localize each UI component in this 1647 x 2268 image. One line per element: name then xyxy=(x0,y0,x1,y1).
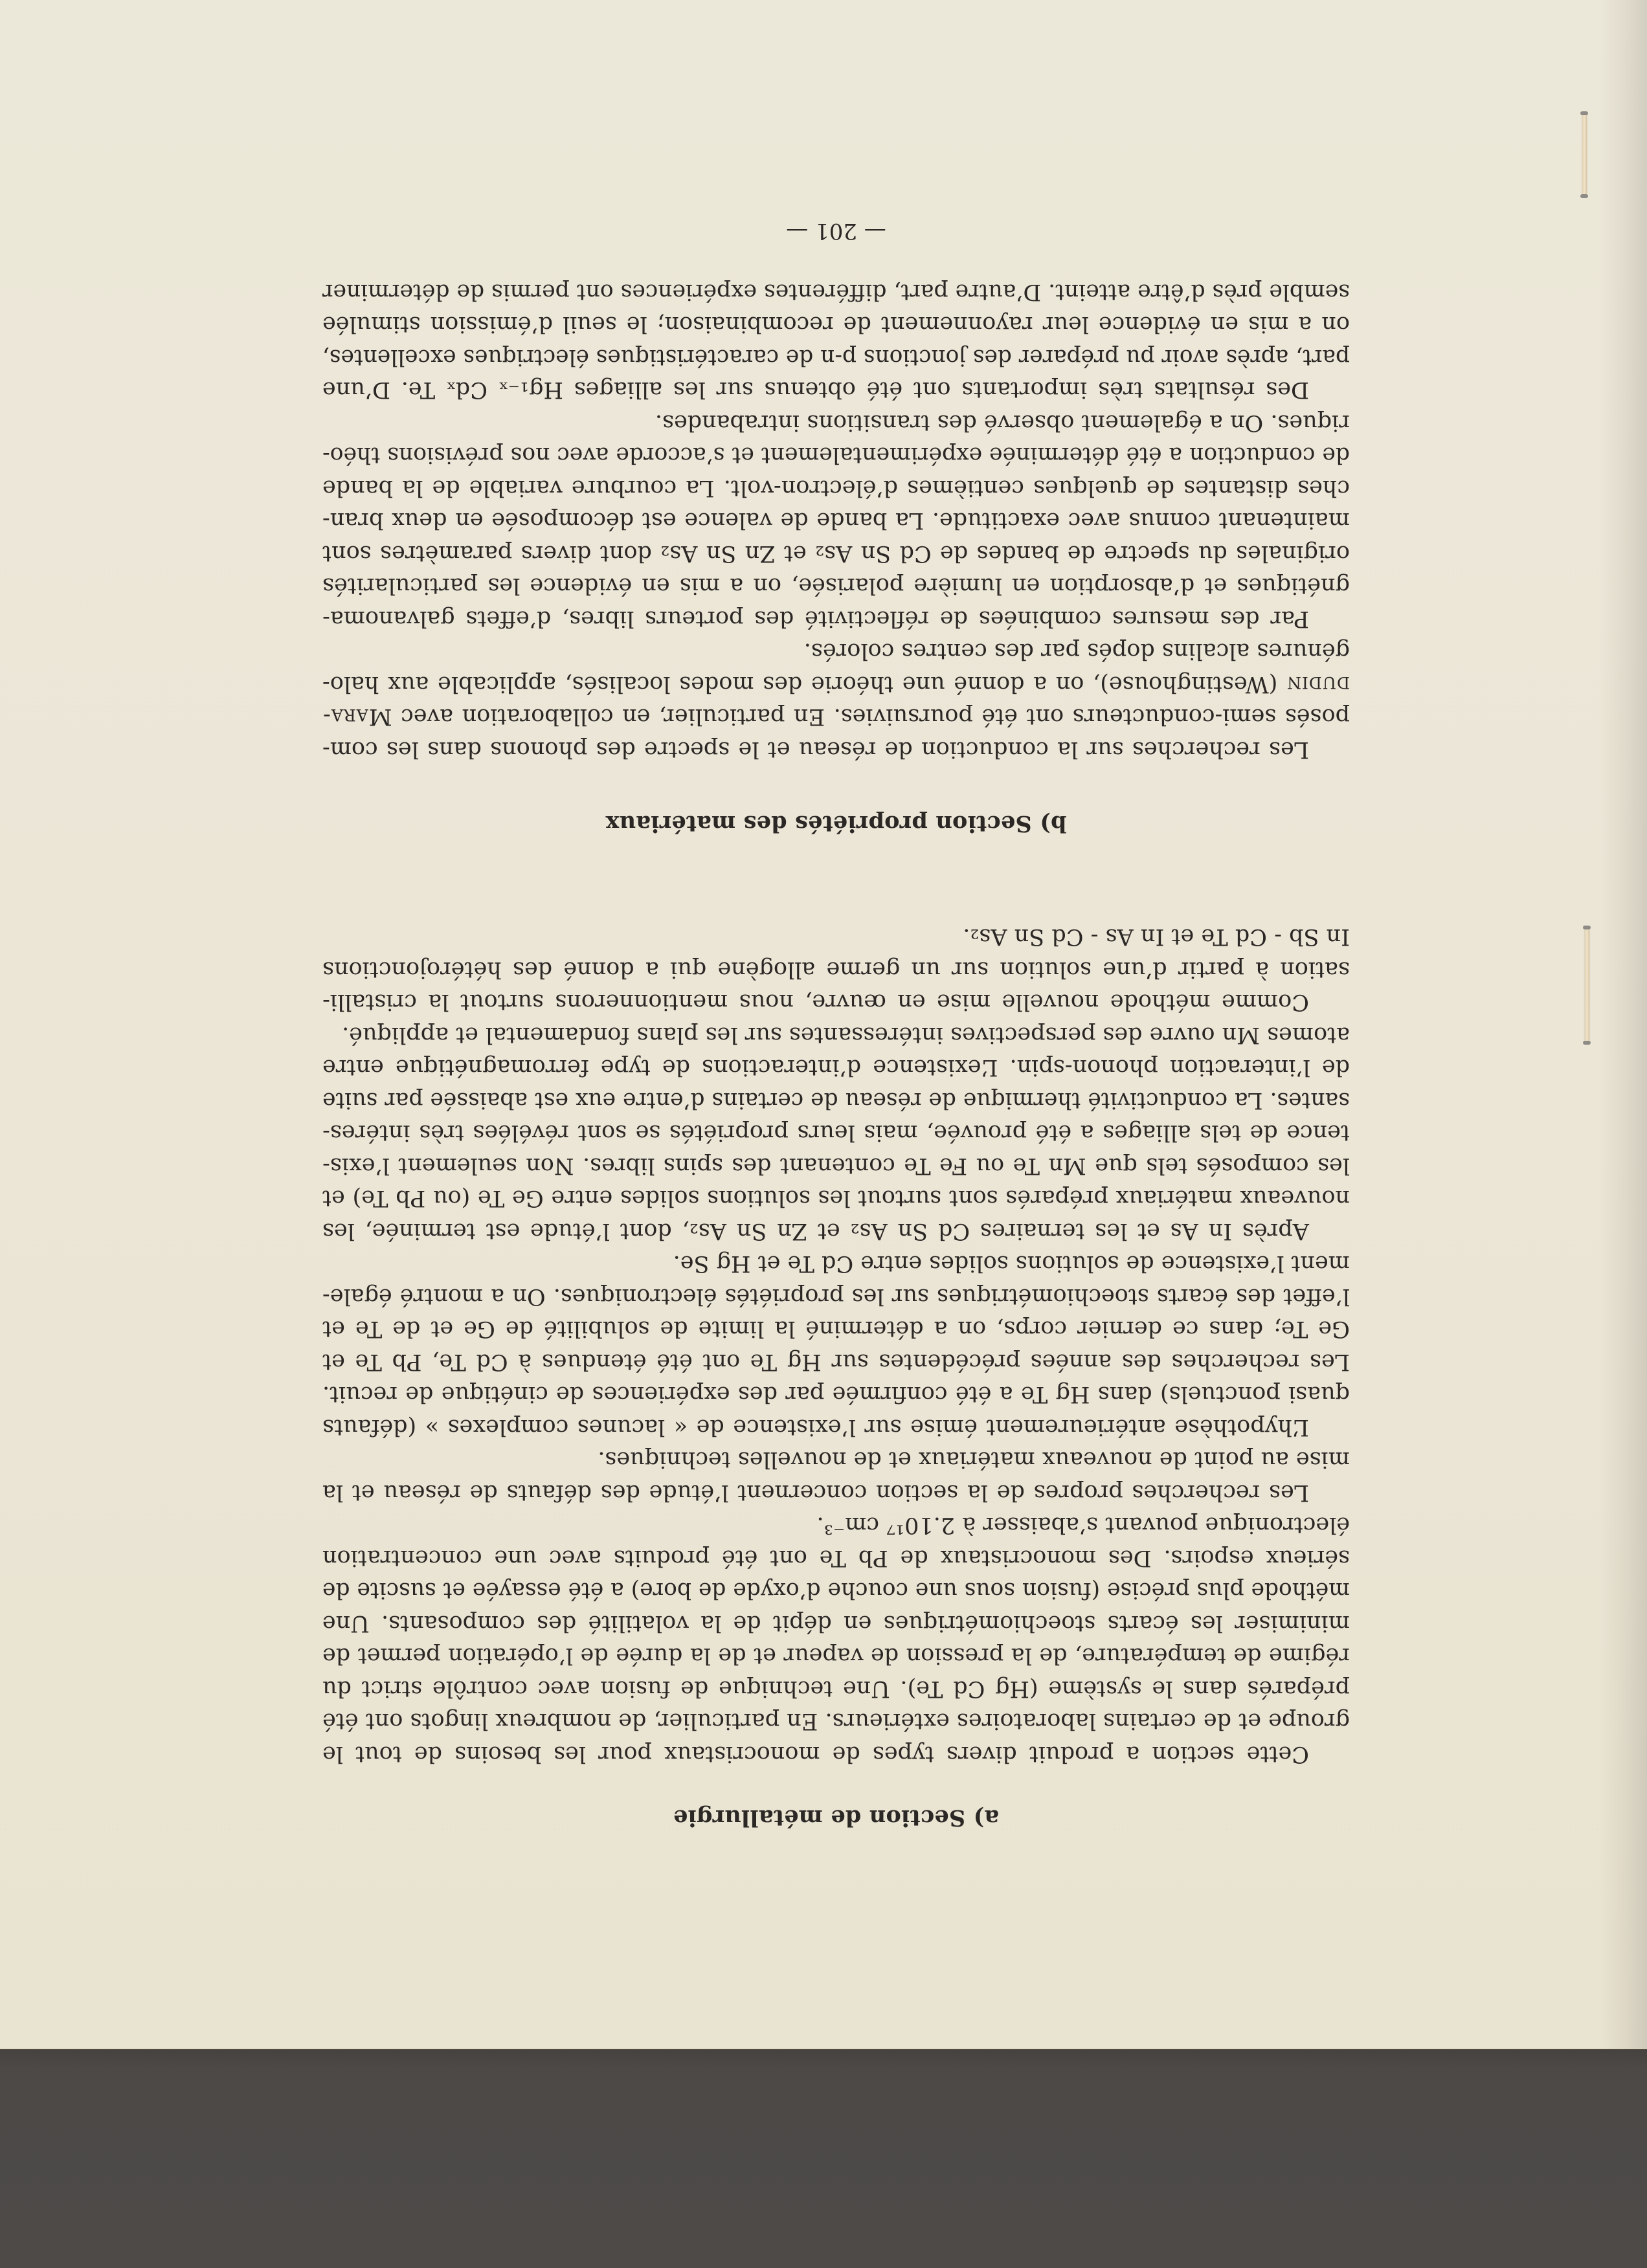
text-line xyxy=(322,603,1350,636)
line-text: Après In As et les ternaires Cd Sn As₂ et Zn Sn As₂, dont l’étude est terminée, les xyxy=(322,1218,1309,1244)
line-text: Les recherches des années précédentes sur Hg Te ont été étendues à Cd Te, Pb Te et xyxy=(322,1349,1350,1375)
sections xyxy=(322,276,1350,1836)
line-text: on a mis en évidence leur rayonnement de recombinaison; le seuil d’émission stimulée xyxy=(322,311,1350,338)
line-text: minimiser les écarts stoechiométriques en dépit de la volatilité des composants. Une xyxy=(322,1610,1350,1636)
text-line xyxy=(322,1313,1350,1346)
line-text: groupe et de certains laboratoires extérieurs. En particulier, de nombreux lingots ont été xyxy=(322,1708,1350,1735)
line-text: régime de température, de la pression de vapeur et de la durée de l’opération permet de xyxy=(322,1643,1350,1669)
text-line xyxy=(322,1542,1350,1575)
text-line xyxy=(322,570,1350,603)
text-line xyxy=(322,733,1350,766)
line-text: méthode plus précise (fusion sous une couche d’oxyde de bore) a été essayée et suscite de xyxy=(322,1577,1350,1604)
text-line xyxy=(322,953,1350,986)
line-text: part, après avoir pu préparer des jonctions p-n de caractéristiques électriques excellentes, xyxy=(322,344,1350,370)
text-line xyxy=(322,1705,1350,1738)
line-text: atomes Mn ouvre des perspectives intéressantes sur les plans fondamental et appliqué. xyxy=(342,1022,1350,1048)
text-line xyxy=(322,1084,1350,1117)
text-line xyxy=(322,1673,1350,1706)
line-text: sation à partir d’une solution sur un germe allogène qui a donné des hétérojonctions xyxy=(322,957,1350,983)
text-line xyxy=(322,1411,1350,1444)
line-text: originales du spectre de bandes de Cd Sn As₂ et Zn Sn As₂ dont divers paramètres sont xyxy=(322,540,1350,566)
line-text xyxy=(322,700,1350,733)
text-line xyxy=(322,986,1350,1019)
text-line xyxy=(322,1280,1350,1313)
staple-mark xyxy=(1585,928,1589,1042)
line-text xyxy=(322,668,1350,701)
line-text: gnétiques et d’absorption en lumière polarisée, on a mis en évidence les particularités xyxy=(322,573,1350,599)
line-text: riques. On a également observé des transitions intrabandes. xyxy=(655,410,1350,436)
text-line xyxy=(322,1117,1350,1150)
line-text: de conduction a été déterminée expérimentalement et s’accorde avec nos prévisions théo- xyxy=(322,442,1350,469)
paragraph xyxy=(322,920,1350,1019)
text-line xyxy=(322,1476,1350,1509)
line-text: Les recherches sur la conduction de réseau et le spectre des phonons dans les com- xyxy=(322,737,1309,762)
line-text: quasi ponctuels) dans Hg Te a été confirmée par des expériences de cinétique de recuit. xyxy=(322,1381,1350,1408)
text-line xyxy=(322,1051,1350,1084)
text-line xyxy=(322,1346,1350,1379)
text-line xyxy=(322,439,1350,472)
paragraph xyxy=(322,276,1350,406)
line-text: Comme méthode nouvelle mise en œuvre, nous mentionnerons surtout la cristalli- xyxy=(322,989,1309,1016)
line-text: les composés tels que Mn Te ou Fe Te contenant des spins libres. Non seulement l’exis- xyxy=(322,1153,1350,1179)
text-line xyxy=(322,373,1350,406)
line-text: L’hypothèse antérieurement émise sur l’existence de « lacunes complexes » (défauts xyxy=(322,1414,1309,1440)
paragraph xyxy=(322,1247,1350,1443)
text-line xyxy=(322,276,1350,309)
text-line xyxy=(322,1607,1350,1640)
line-text: Ge Te; dans ce dernier corps, on a déterminé la limite de solubilité de Ge et de Te et xyxy=(322,1316,1350,1342)
line-text: électronique pouvant s’abaisser à 2.10¹⁷ cm⁻³. xyxy=(816,1512,1350,1539)
page-content-rotated xyxy=(322,214,1350,1836)
author-name: Mara- xyxy=(322,704,392,730)
line-text: l’effet des écarts stoechiométriques sur les propriétés électroniques. On a montré égale- xyxy=(322,1284,1350,1309)
line-text: maintenant connus avec exactitude. La bande de valence est décomposée en deux bran- xyxy=(322,507,1350,534)
text-line xyxy=(322,406,1350,439)
line-text: de l’interaction phonon-spin. L’existence d’interactions de type ferromagnétique entre xyxy=(322,1054,1350,1081)
line-text: nouveaux matériaux préparés sont surtout les solutions solides entre Ge Te (ou Pb Te) et xyxy=(322,1185,1350,1212)
text-line xyxy=(322,1640,1350,1673)
text-line xyxy=(322,1150,1350,1183)
text-line xyxy=(322,700,1350,733)
paragraph xyxy=(322,635,1350,766)
text-line xyxy=(322,1738,1350,1771)
text-segment: posés semi-conducteurs ont été poursuivies. En particulier, en collaboration avec xyxy=(392,704,1350,730)
text-line xyxy=(322,1182,1350,1215)
text-line xyxy=(322,308,1350,341)
text-line xyxy=(322,504,1350,537)
text-line xyxy=(322,1247,1350,1280)
line-text: Par des mesures combinées de réflectivité des porteurs libres, d’effets galvanoma- xyxy=(322,606,1309,632)
staple-mark xyxy=(1582,114,1587,195)
page-number: — 201 — xyxy=(786,218,886,245)
text-line xyxy=(322,635,1350,668)
text-line xyxy=(322,537,1350,570)
line-text: In Sb - Cd Te et In As - Cd Sn As₂. xyxy=(963,924,1350,950)
text-line xyxy=(322,472,1350,505)
paragraph xyxy=(322,1443,1350,1509)
text-line xyxy=(322,1443,1350,1476)
paragraph xyxy=(322,406,1350,636)
line-text: sérieux espoirs. Des monocristaux de Pb Te ont été produits avec une concentration xyxy=(322,1545,1350,1571)
line-text: ment l’existence de solutions solides entre Cd Te et Hg Se. xyxy=(673,1251,1350,1277)
text-line xyxy=(322,1378,1350,1411)
scanner-background xyxy=(0,2049,1647,2268)
line-text: ches distantes de quelques centièmes d’électron-volt. La courbure variable de la bande xyxy=(322,475,1350,501)
line-text: mise au point de nouveaux matériaux et de nouvelles techniques. xyxy=(598,1447,1350,1473)
line-text: Les recherches propres de la section concernent l’étude des défauts de réseau et la xyxy=(322,1480,1309,1506)
text-line xyxy=(322,1574,1350,1607)
line-text: génures alcalins dopés par des centres colorés. xyxy=(803,638,1350,665)
section-heading: a) Section de métallurgie xyxy=(673,1805,1000,1831)
paragraph xyxy=(322,1019,1350,1248)
line-text: santes. La conductivité thermique de réseau de certains d’entre eux est abaissée par suite xyxy=(322,1087,1350,1113)
paragraph xyxy=(322,1509,1350,1770)
section-heading: b) Section propriétés des matériaux xyxy=(605,810,1067,837)
text-line xyxy=(322,1509,1350,1542)
line-text: Cette section a produit divers types de monocristaux pour les besoins de tout le xyxy=(322,1741,1309,1767)
line-text: semble près d’être atteint. D’autre part, différentes expériences ont permis de déterminer xyxy=(322,279,1350,305)
line-text: Des résultats très importants ont été obtenus sur les alliages Hg₁₋ₓ Cdₓ Te. D’une xyxy=(322,377,1309,403)
text-line xyxy=(322,341,1350,374)
text-line xyxy=(322,668,1350,701)
author-name: dudin xyxy=(1286,671,1350,697)
line-text: tence de tels alliages a été prouvée, mais leurs propriétés se sont révélées très intéres- xyxy=(322,1120,1350,1146)
text-line xyxy=(322,1215,1350,1248)
text-line xyxy=(322,920,1350,953)
text-segment: (Westinghouse), on a donné une théorie des modes localisés, applicable aux halo- xyxy=(322,671,1287,697)
text-line xyxy=(322,1019,1350,1052)
line-text: préparés dans le système (Hg Cd Te). Une technique de fusion avec contrôle strict du xyxy=(322,1676,1350,1702)
